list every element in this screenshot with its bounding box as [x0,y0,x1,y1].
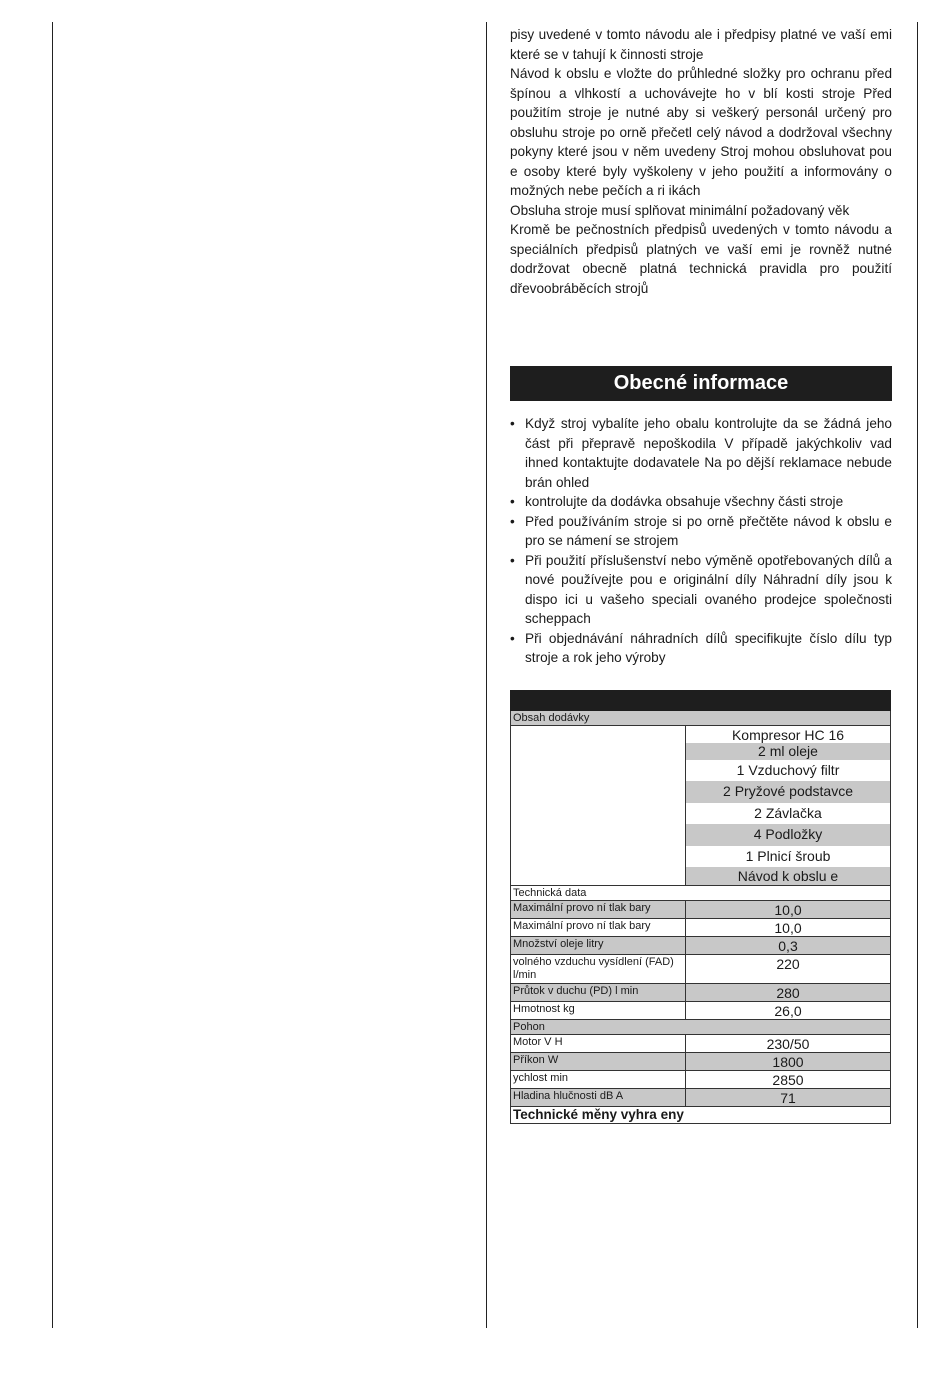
delivery-item: 4 Podložky [686,824,890,845]
section-title: Obecné informace [510,366,892,401]
row-value: 0,3 [686,937,890,954]
drive-header: Pohon [510,1020,891,1035]
intro-paragraph: Návod k obslu e vložte do průhledné složky pro ochranu před špínou a vlhkostí a uchovávejte ho v blí kosti stroje Před použitím stroje je nutné aby si veškerý personál určený pro obsluhu stroje po orně přečetl celý návod a dodržoval všechny pokyny které jsou v něm uvedeny Stroj mohou obsluhovat pou e osoby které byly vyškoleny v jeho použití a informovány o možných nebe pečích a ri ikách [510,66,892,198]
intro-text [510,25,892,298]
delivery-contents [510,726,891,886]
row-label: Množství oleje litry [511,937,686,954]
row-label: Maximální provo ní tlak bary [511,919,686,936]
bullet-item: • Při použití příslušenství nebo výměně opotřebovaných dílů a nové používejte pou e originální díly Náhradní díly jsou k dispo ici u vašeho speciali ovaného prodejce společnosti scheppach [510,551,892,629]
row-label: Maximální provo ní tlak bary [511,901,686,918]
delivery-item: 2 ml oleje [686,743,890,760]
intro-paragraph: Obsluha stroje musí splňovat minimální požadovaný věk [510,202,850,218]
row-value: 10,0 [686,901,890,918]
column-rule-right [917,22,918,1328]
delivery-list [686,726,890,885]
row-label: Příkon W [511,1053,686,1070]
delivery-item: 2 Pryžové podstavce [686,781,890,802]
table-row [510,1053,891,1071]
table-header-bar [510,690,891,711]
table-row [510,1035,891,1053]
column-rule-left [52,22,53,1328]
delivery-item: 1 Plnicí šroub [745,847,831,864]
delivery-item: 2 Závlačka [754,804,822,821]
table-row [510,984,891,1002]
row-value: 220 [776,955,800,972]
row-value: 1800 [686,1053,890,1070]
table-row [510,955,891,984]
row-label: Motor V H [511,1035,686,1052]
delivery-item: Kompresor HC 16 [731,727,845,743]
table-row [510,1002,891,1020]
row-label: Hmotnost kg [511,1002,686,1019]
row-label: volného vzduchu vysídlení (FAD) l/min [511,955,686,983]
row-label: Hladina hlučnosti dB A [511,1089,686,1106]
table-row [510,901,891,919]
row-value: 10,0 [774,919,802,936]
table-footer: Technické měny vyhra eny [510,1107,891,1124]
bullet-item: • Když stroj vybalíte jeho obalu kontrolujte da se žádná jeho část při přepravě nepoškodila V případě jakýchkoliv vad ihned kontaktujte dodavatele Na po dější reklamace nebude brán ohled [510,414,892,492]
intro-paragraph: Kromě be pečnostních předpisů uvedených v tomto návodu a speciálních předpisů platných ve vaší emi je rovněž nutné dodržovat obecně platná technická pravidla pro použití dřevoobráběcích strojů [510,222,892,296]
delivery-item: 1 Vzduchový filtr [736,762,840,778]
row-value: 230/50 [766,1035,810,1052]
row-value: 280 [686,984,890,1001]
table-row [510,937,891,955]
row-value: 26,0 [774,1002,802,1019]
delivery-item: Návod k obslu e [686,867,890,885]
spec-table [510,690,891,1124]
bullet-item: • Před používáním stroje si po orně přečtěte návod k obslu e pro se námení se strojem [510,512,892,551]
row-label: ychlost min [511,1071,686,1088]
bullet-item: • kontrolujte da dodávka obsahuje všechny části stroje [510,492,892,512]
column-rule-middle [486,22,487,1328]
table-row [510,1071,891,1089]
row-value: 71 [686,1089,890,1106]
intro-paragraph: pisy uvedené v tomto návodu ale i předpisy platné ve vaší emi které se v tahují k činnosti stroje [510,27,892,62]
row-label: Průtok v duchu (PD) l min [511,984,686,1001]
table-row [510,919,891,937]
delivery-header: Obsah dodávky [510,711,891,726]
table-row [510,1089,891,1107]
info-bullets [510,414,892,668]
tech-header: Technická data [510,886,891,901]
bullet-item: • Při objednávání náhradních dílů specifikujte číslo dílu typ stroje a rok jeho výroby [510,629,892,668]
row-value: 2850 [772,1071,804,1088]
